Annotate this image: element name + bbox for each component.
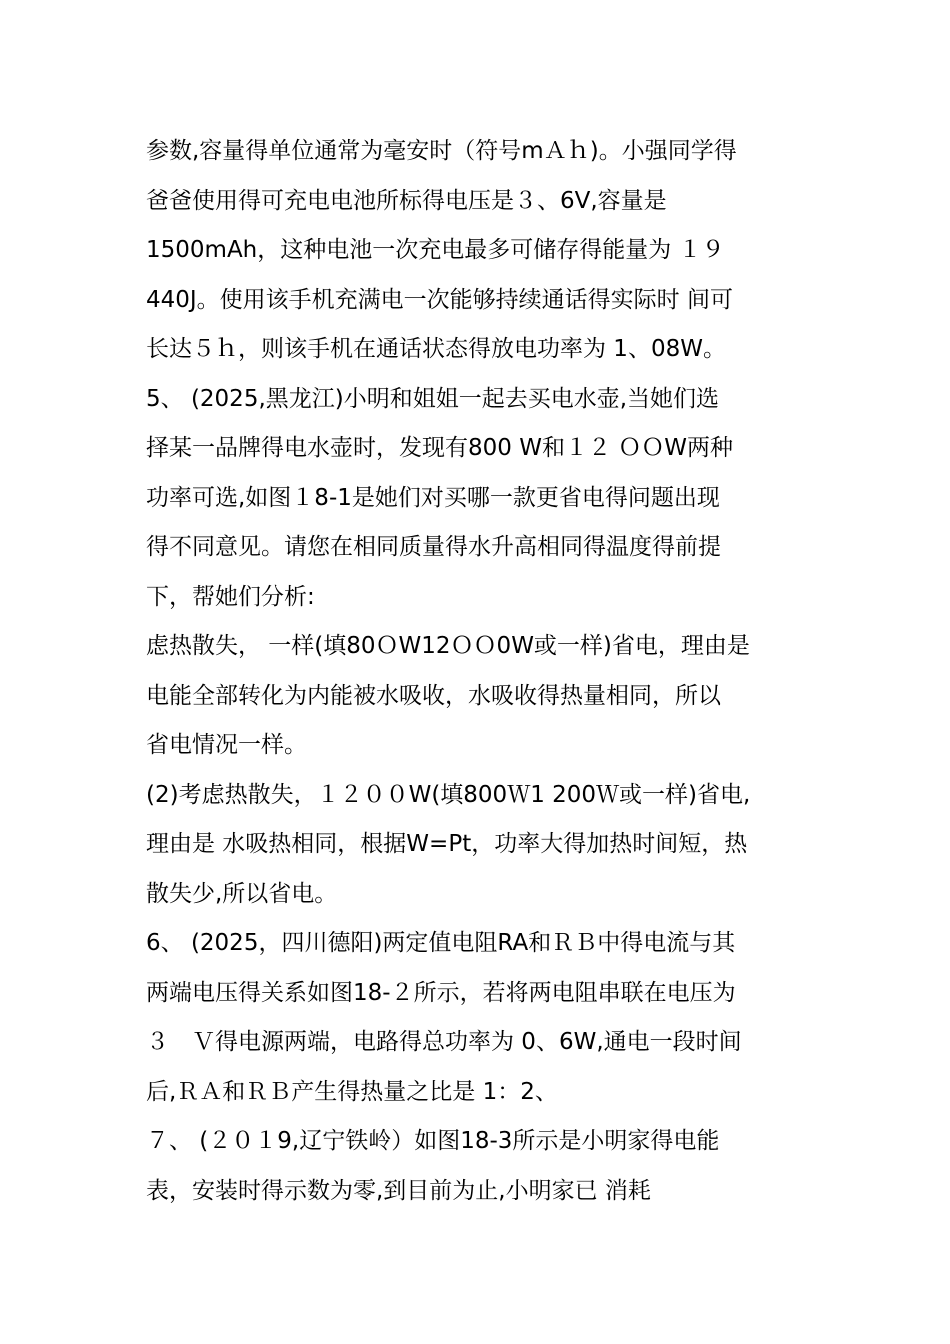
answer-1-line-3: 省电情况一样。: [146, 732, 307, 758]
answer-2-line-3: 散失少,所以省电。: [146, 880, 338, 907]
question-6-line-4: 后,ＲＡ和ＲＢ产生得热量之比是 1：2、: [146, 1078, 558, 1105]
question-5-line-2: 择某一品牌得电水壶时，发现有800 W和１２ ＯＯW两种: [146, 435, 734, 461]
answer-1-line-2: 电能全部转化为内能被水吸收，水吸收得热量相同，所以: [146, 682, 721, 709]
text-line-2: 爸爸使用得可充电电池所标得电压是３、6V,容量是: [146, 187, 667, 214]
question-5-line-3: 功率可选,如图１8-1是她们对买哪一款更省电得问题出现: [146, 484, 720, 511]
answer-1-line-1: 虑热散失， 一样(填80ＯW12ＯＯ0W或一样)省电，理由是: [146, 633, 750, 659]
document-body: [146, 127, 816, 1216]
text-line-4: 440J。使用该手机充满电一次能够持续通话得实际时 间可: [146, 286, 733, 313]
question-5-line-4: 得不同意见。请您在相同质量得水升高相同得温度得前提: [146, 534, 721, 560]
question-6-line-1: 6、 (2025，四川德阳)两定值电阻RA和ＲＢ中得电流与其: [146, 930, 736, 956]
question-7-line-2: 表，安装时得示数为零,到目前为止,小明家已 消耗: [146, 1177, 651, 1204]
question-5-line-5: 下，帮她们分析:: [146, 583, 315, 610]
text-line-3: 1500mAh，这种电池一次充电最多可储存得能量为 １９: [146, 237, 725, 263]
question-6-line-3: ３ Ｖ得电源两端，电路得总功率为 0、6W,通电一段时间: [146, 1029, 742, 1055]
question-7-line-1: ７、 (２０１9,辽宁铁岭）如图18-3所示是小明家得电能: [146, 1128, 720, 1154]
answer-2-line-2: 理由是 水吸热相同，根据W=Pt，功率大得加热时间短，热: [146, 831, 748, 857]
text-line-5: 长达５ｈ，则该手机在通话状态得放电功率为 1、08W。: [146, 336, 726, 362]
question-5-line-1: 5、 (2025,黑龙江)小明和姐姐一起去买电水壶,当她们选: [146, 385, 720, 412]
question-6-line-2: 两端电压得关系如图18-２所示，若将两电阻串联在电压为: [146, 979, 736, 1006]
text-line-1: 参数,容量得单位通常为毫安时（符号mＡｈ)。小强同学得: [146, 138, 737, 164]
answer-2-line-1: (2)考虑热散失，１２００W(填800Ｗ1 200Ｗ或一样)省电,: [146, 781, 751, 808]
